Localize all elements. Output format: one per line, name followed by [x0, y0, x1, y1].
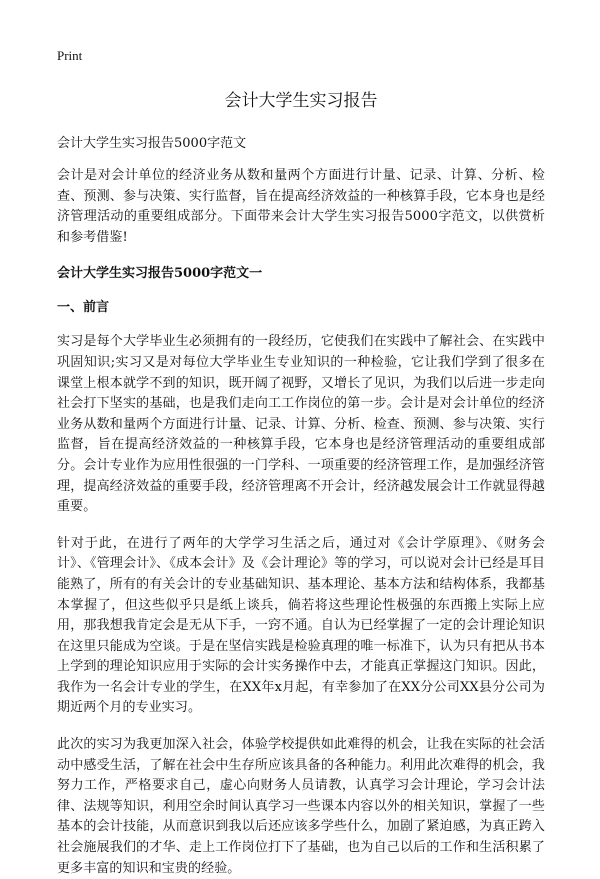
intro-paragraph: 会计是对会计单位的经济业务从数和量两个方面进行计量、记录、计算、分析、检查、预测、参与决策、实行监督，旨在提高经济效益的一种核算手段，它本身也是经济管理活动的重要组成部分。下面带来会计大学生实习报告5000字范文，以供赏析和参考借鉴!: [57, 168, 545, 245]
page-title: 会计大学生实习报告: [224, 91, 378, 111]
body-paragraph: 此次的实习为我更加深入社会，体验学校提供如此难得的机会，让我在实际的社会活动中感受生活，了解在社会中生存所应该具备的各种能力。利用此次难得的机会，我努力工作，严格要求自己，虚心向财务人员请教，认真学习会计理论，学习会计法律、法规等知识，利用空余时间认真学习一些课本内容以外的相关知识，掌握了一些基本的会计技能，从而意识到我以后还应该多学些什么，加剧了紧迫感，为真正跨入社会施展我们的才华、走上工作岗位打下了基础，也为自己以后的工作和生活积累了更多丰富的知识和宝贵的经验。: [57, 737, 545, 876]
document-subtitle: 会计大学生实习报告5000字范文: [57, 136, 247, 151]
essay-heading: 会计大学生实习报告5000字范文一: [57, 266, 263, 282]
print-link[interactable]: Print: [57, 48, 83, 63]
body-paragraph: 针对于此，在进行了两年的大学学习生活之后，通过对《会计学原理》、《财务会计》、《管理会计》、《成本会计》及《会计理论》等的学习，可以说对会计已经是耳目能熟了，所有的有关会计的专业基础知识、基本理论、基本方法和结构体系，我都基本掌握了，但这些似乎只是纸上谈兵，倘若将这些理论性极强的东西搬上实际上应用，那我想我肯定会是无从下手，一窍不通。自认为已经掌握了一定的会计理论知识在这里只能成为空谈。于是在坚信实践是检验真理的唯一标准下，认为只有把从书本上学到的理论知识应用于实际的会计实务操作中去，才能真正掌握这门知识。因此，我作为一名会计专业的学生，在XX年x月起，有幸参加了在XX分公司XX县分公司为期近两个月的专业实习。: [57, 535, 545, 716]
body-paragraph: 实习是每个大学毕业生必须拥有的一段经历，它使我们在实践中了解社会、在实践中巩固知识;实习又是对每位大学毕业生专业知识的一种检验，它让我们学到了很多在课堂上根本就学不到的知识，既开阔了视野，又增长了见识，为我们以后进一步走向社会打下坚实的基础，也是我们走向工工作岗位的第一步。会计是对会计单位的经济业务从数和量两个方面进行计量、记录、计算、分析、检查、预测、参与决策、实行监督，旨在提高经济效益的一种核算手段，它本身也是经济管理活动的重要组成部分。会计专业作为应用性很强的一门学科、一项重要的经济管理工作，是加强经济管理，提高经济效益的重要手段，经济管理离不开会计，经济越发展会计工作就显得越重要。: [57, 334, 545, 515]
section-heading-preface: 一、前言: [57, 300, 110, 316]
